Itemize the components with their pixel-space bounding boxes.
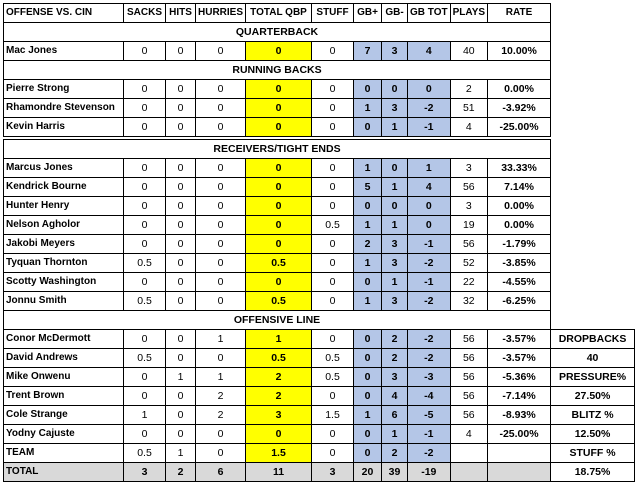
cell-gbm: 3 <box>382 292 408 311</box>
cell-hurries: 0 <box>196 425 246 444</box>
cell-hits: 0 <box>166 42 196 61</box>
cell-gbp: 0 <box>354 425 382 444</box>
cell-qbp: 0 <box>246 118 312 137</box>
cell-rate: -3.57% <box>488 330 551 349</box>
cell-plays: 2 <box>450 80 487 99</box>
cell-qbp: 0.5 <box>246 349 312 368</box>
section-title: RUNNING BACKS <box>4 61 551 80</box>
cell-sacks: 0 <box>124 159 166 178</box>
cell-gbm: 3 <box>382 235 408 254</box>
cell-gbp: 1 <box>354 159 382 178</box>
cell-rate: 7.14% <box>488 178 551 197</box>
cell-rate: -5.36% <box>488 368 551 387</box>
cell-sacks: 0 <box>124 425 166 444</box>
cell-gbm: 0 <box>382 159 408 178</box>
cell-hits: 0 <box>166 216 196 235</box>
cell-gbm: 1 <box>382 216 408 235</box>
side-stat-stuff-value: 18.75% <box>551 463 635 482</box>
player-name: TEAM <box>4 444 124 463</box>
side-stat-blitz-label: BLITZ % <box>551 406 635 425</box>
cell-rate: 0.00% <box>488 216 551 235</box>
table-body <box>4 23 635 482</box>
cell-stuff: 0.5 <box>312 349 354 368</box>
cell-sacks: 0 <box>124 80 166 99</box>
player-name: Rhamondre Stevenson <box>4 99 124 118</box>
cell-sacks: 0.5 <box>124 349 166 368</box>
cell-qbp: 0 <box>246 425 312 444</box>
cell-hurries: 0 <box>196 349 246 368</box>
player-name: Yodny Cajuste <box>4 425 124 444</box>
cell-plays: 19 <box>450 216 487 235</box>
cell-gbt: -2 <box>408 292 451 311</box>
table-row <box>4 330 635 349</box>
side-blank <box>551 42 635 61</box>
cell-hits: 0 <box>166 159 196 178</box>
cell-qbp: 3 <box>246 406 312 425</box>
cell-gbp: 7 <box>354 42 382 61</box>
side-blank <box>551 273 635 292</box>
cell-rate <box>488 444 551 463</box>
cell-plays: 3 <box>450 197 487 216</box>
player-name: Marcus Jones <box>4 159 124 178</box>
section-title: RECEIVERS/TIGHT ENDS <box>4 140 551 159</box>
cell-plays: 52 <box>450 254 487 273</box>
cell-gbt: -1 <box>408 273 451 292</box>
cell-stuff: 0 <box>312 387 354 406</box>
header-stuff: STUFF <box>312 4 354 23</box>
cell-gbt: -3 <box>408 368 451 387</box>
cell-rate: 10.00% <box>488 42 551 61</box>
cell-gbm: 2 <box>382 330 408 349</box>
cell-gbp: 1 <box>354 254 382 273</box>
cell-hits: 2 <box>166 463 196 482</box>
cell-gbp: 1 <box>354 292 382 311</box>
side-header-blank <box>551 4 635 23</box>
cell-hits: 0 <box>166 99 196 118</box>
cell-plays <box>450 463 487 482</box>
cell-qbp: 0 <box>246 273 312 292</box>
cell-qbp: 11 <box>246 463 312 482</box>
cell-rate: -4.55% <box>488 273 551 292</box>
cell-plays: 3 <box>450 159 487 178</box>
cell-hurries: 6 <box>196 463 246 482</box>
cell-stuff: 0 <box>312 273 354 292</box>
cell-stuff: 0 <box>312 254 354 273</box>
section-row-wr <box>4 140 635 159</box>
cell-rate: -1.79% <box>488 235 551 254</box>
cell-hits: 0 <box>166 254 196 273</box>
cell-stuff: 0 <box>312 42 354 61</box>
cell-hurries: 0 <box>196 159 246 178</box>
player-name: Jakobi Meyers <box>4 235 124 254</box>
player-name: Scotty Washington <box>4 273 124 292</box>
cell-hits: 0 <box>166 425 196 444</box>
side-stat-pressure-value: 27.50% <box>551 387 635 406</box>
table-row <box>4 292 635 311</box>
cell-hurries: 2 <box>196 387 246 406</box>
cell-gbm: 39 <box>382 463 408 482</box>
side-blank <box>551 80 635 99</box>
pressure-stats-table <box>3 3 635 482</box>
cell-gbm: 2 <box>382 444 408 463</box>
player-name: Conor McDermott <box>4 330 124 349</box>
header-rate: RATE <box>488 4 551 23</box>
cell-hits: 0 <box>166 80 196 99</box>
table-row <box>4 216 635 235</box>
cell-hurries: 2 <box>196 406 246 425</box>
cell-hits: 0 <box>166 330 196 349</box>
cell-gbm: 3 <box>382 99 408 118</box>
cell-gbp: 0 <box>354 80 382 99</box>
cell-gbp: 1 <box>354 99 382 118</box>
cell-hurries: 1 <box>196 368 246 387</box>
header-total-qbp: TOTAL QBP <box>246 4 312 23</box>
table-row <box>4 425 635 444</box>
cell-gbt: -2 <box>408 330 451 349</box>
cell-rate: 0.00% <box>488 197 551 216</box>
header-gb-plus: GB+ <box>354 4 382 23</box>
side-stat-pressure-label: PRESSURE% <box>551 368 635 387</box>
table-row <box>4 99 635 118</box>
cell-gbt: -1 <box>408 118 451 137</box>
side-blank <box>551 140 635 159</box>
side-blank <box>551 254 635 273</box>
cell-hurries: 0 <box>196 216 246 235</box>
table-row <box>4 178 635 197</box>
cell-qbp: 0.5 <box>246 254 312 273</box>
cell-stuff: 3 <box>312 463 354 482</box>
cell-stuff: 0 <box>312 235 354 254</box>
cell-hits: 0 <box>166 292 196 311</box>
cell-qbp: 0 <box>246 197 312 216</box>
player-name: Trent Brown <box>4 387 124 406</box>
cell-stuff: 0 <box>312 330 354 349</box>
side-blank <box>551 159 635 178</box>
cell-hurries: 0 <box>196 99 246 118</box>
section-title: QUARTERBACK <box>4 23 551 42</box>
cell-rate: -8.93% <box>488 406 551 425</box>
cell-gbp: 2 <box>354 235 382 254</box>
side-blank <box>551 197 635 216</box>
cell-gbp: 0 <box>354 349 382 368</box>
cell-gbm: 2 <box>382 349 408 368</box>
player-name: TOTAL <box>4 463 124 482</box>
cell-qbp: 0 <box>246 99 312 118</box>
cell-gbp: 0 <box>354 444 382 463</box>
cell-qbp: 0.5 <box>246 292 312 311</box>
cell-plays: 56 <box>450 178 487 197</box>
cell-gbt: 0 <box>408 216 451 235</box>
cell-qbp: 0 <box>246 80 312 99</box>
side-stat-dropbacks-label: DROPBACKS <box>551 330 635 349</box>
cell-rate: -3.57% <box>488 349 551 368</box>
cell-plays: 56 <box>450 349 487 368</box>
cell-hurries: 0 <box>196 254 246 273</box>
cell-hurries: 0 <box>196 273 246 292</box>
header-sacks: SACKS <box>124 4 166 23</box>
cell-plays: 51 <box>450 99 487 118</box>
cell-gbt: 4 <box>408 42 451 61</box>
table-row <box>4 42 635 61</box>
table-row <box>4 273 635 292</box>
cell-sacks: 0 <box>124 197 166 216</box>
cell-rate <box>488 463 551 482</box>
cell-sacks: 0 <box>124 118 166 137</box>
cell-stuff: 0.5 <box>312 368 354 387</box>
cell-rate: -3.85% <box>488 254 551 273</box>
cell-rate: -25.00% <box>488 425 551 444</box>
cell-qbp: 2 <box>246 368 312 387</box>
table-row <box>4 197 635 216</box>
cell-sacks: 3 <box>124 463 166 482</box>
table-row <box>4 368 635 387</box>
cell-gbt: 1 <box>408 159 451 178</box>
section-row-qb <box>4 23 635 42</box>
cell-rate: -6.25% <box>488 292 551 311</box>
player-name: Tyquan Thornton <box>4 254 124 273</box>
cell-gbm: 1 <box>382 425 408 444</box>
cell-sacks: 0 <box>124 330 166 349</box>
cell-gbt: -19 <box>408 463 451 482</box>
side-blank <box>551 216 635 235</box>
cell-stuff: 0 <box>312 80 354 99</box>
cell-gbt: 4 <box>408 178 451 197</box>
cell-stuff: 0 <box>312 444 354 463</box>
cell-gbm: 0 <box>382 197 408 216</box>
cell-stuff: 0 <box>312 99 354 118</box>
cell-gbp: 1 <box>354 406 382 425</box>
side-stat-dropbacks-value: 40 <box>551 349 635 368</box>
cell-qbp: 1 <box>246 330 312 349</box>
cell-sacks: 0 <box>124 216 166 235</box>
cell-qbp: 0 <box>246 235 312 254</box>
section-row-ol <box>4 311 635 330</box>
cell-sacks: 1 <box>124 406 166 425</box>
header-hurries: HURRIES <box>196 4 246 23</box>
cell-sacks: 0 <box>124 273 166 292</box>
cell-gbm: 1 <box>382 178 408 197</box>
side-blank <box>551 292 635 311</box>
header-gb-minus: GB- <box>382 4 408 23</box>
player-name: Nelson Agholor <box>4 216 124 235</box>
cell-hits: 0 <box>166 118 196 137</box>
cell-sacks: 0 <box>124 368 166 387</box>
cell-gbm: 1 <box>382 273 408 292</box>
player-name: Jonnu Smith <box>4 292 124 311</box>
table-row <box>4 159 635 178</box>
cell-qbp: 1.5 <box>246 444 312 463</box>
cell-hits: 0 <box>166 273 196 292</box>
side-blank <box>551 23 635 42</box>
table-row <box>4 444 635 463</box>
table-row <box>4 349 635 368</box>
cell-plays <box>450 444 487 463</box>
cell-hurries: 0 <box>196 42 246 61</box>
player-name: David Andrews <box>4 349 124 368</box>
cell-plays: 56 <box>450 235 487 254</box>
cell-hurries: 0 <box>196 178 246 197</box>
cell-gbt: 0 <box>408 197 451 216</box>
cell-gbt: -4 <box>408 387 451 406</box>
header-hits: HITS <box>166 4 196 23</box>
cell-gbm: 3 <box>382 42 408 61</box>
header-name: OFFENSE VS. CIN <box>4 4 124 23</box>
cell-qbp: 0 <box>246 159 312 178</box>
cell-gbt: -2 <box>408 254 451 273</box>
player-name: Pierre Strong <box>4 80 124 99</box>
side-stat-blitz-value: 12.50% <box>551 425 635 444</box>
cell-qbp: 0 <box>246 216 312 235</box>
cell-hits: 0 <box>166 349 196 368</box>
cell-plays: 56 <box>450 368 487 387</box>
cell-gbt: -2 <box>408 349 451 368</box>
cell-hits: 0 <box>166 197 196 216</box>
cell-plays: 22 <box>450 273 487 292</box>
cell-gbp: 0 <box>354 330 382 349</box>
cell-rate: -25.00% <box>488 118 551 137</box>
cell-gbp: 5 <box>354 178 382 197</box>
cell-hurries: 0 <box>196 235 246 254</box>
cell-gbp: 0 <box>354 118 382 137</box>
player-name: Kevin Harris <box>4 118 124 137</box>
cell-stuff: 0 <box>312 292 354 311</box>
cell-qbp: 2 <box>246 387 312 406</box>
cell-gbp: 0 <box>354 197 382 216</box>
cell-sacks: 0 <box>124 235 166 254</box>
cell-plays: 32 <box>450 292 487 311</box>
cell-plays: 56 <box>450 406 487 425</box>
cell-gbm: 1 <box>382 118 408 137</box>
cell-rate: 33.33% <box>488 159 551 178</box>
side-blank <box>551 235 635 254</box>
cell-plays: 4 <box>450 118 487 137</box>
table-row <box>4 80 635 99</box>
side-blank <box>551 118 635 137</box>
section-title: OFFENSIVE LINE <box>4 311 551 330</box>
cell-hits: 0 <box>166 406 196 425</box>
cell-plays: 56 <box>450 387 487 406</box>
cell-gbm: 0 <box>382 80 408 99</box>
cell-hurries: 0 <box>196 80 246 99</box>
header-gb-tot: GB TOT <box>408 4 451 23</box>
side-blank <box>551 178 635 197</box>
cell-stuff: 0 <box>312 425 354 444</box>
table-row <box>4 387 635 406</box>
cell-hurries: 0 <box>196 118 246 137</box>
cell-gbt: 0 <box>408 80 451 99</box>
cell-hits: 1 <box>166 368 196 387</box>
cell-gbt: -1 <box>408 425 451 444</box>
cell-hurries: 0 <box>196 292 246 311</box>
cell-plays: 40 <box>450 42 487 61</box>
cell-gbm: 3 <box>382 368 408 387</box>
cell-gbt: -2 <box>408 444 451 463</box>
cell-gbp: 0 <box>354 368 382 387</box>
cell-sacks: 0.5 <box>124 254 166 273</box>
cell-plays: 4 <box>450 425 487 444</box>
cell-stuff: 0 <box>312 178 354 197</box>
cell-sacks: 0.5 <box>124 292 166 311</box>
cell-rate: -3.92% <box>488 99 551 118</box>
cell-rate: 0.00% <box>488 80 551 99</box>
table-row <box>4 254 635 273</box>
cell-gbt: -5 <box>408 406 451 425</box>
side-blank <box>551 99 635 118</box>
cell-qbp: 0 <box>246 42 312 61</box>
player-name: Hunter Henry <box>4 197 124 216</box>
cell-stuff: 0 <box>312 159 354 178</box>
cell-gbm: 4 <box>382 387 408 406</box>
cell-hurries: 0 <box>196 197 246 216</box>
cell-hits: 1 <box>166 444 196 463</box>
cell-hurries: 1 <box>196 330 246 349</box>
cell-gbt: -1 <box>408 235 451 254</box>
table-row <box>4 406 635 425</box>
section-row-rb <box>4 61 635 80</box>
cell-hits: 0 <box>166 235 196 254</box>
cell-gbm: 3 <box>382 254 408 273</box>
side-stat-stuff-label: STUFF % <box>551 444 635 463</box>
cell-gbp: 0 <box>354 387 382 406</box>
player-name: Kendrick Bourne <box>4 178 124 197</box>
cell-stuff: 0.5 <box>312 216 354 235</box>
cell-rate: -7.14% <box>488 387 551 406</box>
cell-gbp: 1 <box>354 216 382 235</box>
cell-sacks: 0.5 <box>124 444 166 463</box>
cell-stuff: 0 <box>312 197 354 216</box>
cell-gbp: 20 <box>354 463 382 482</box>
cell-gbp: 0 <box>354 273 382 292</box>
cell-hits: 0 <box>166 178 196 197</box>
cell-stuff: 1.5 <box>312 406 354 425</box>
cell-sacks: 0 <box>124 178 166 197</box>
cell-sacks: 0 <box>124 42 166 61</box>
cell-gbm: 6 <box>382 406 408 425</box>
side-blank <box>551 61 635 80</box>
cell-qbp: 0 <box>246 178 312 197</box>
cell-hits: 0 <box>166 387 196 406</box>
player-name: Mac Jones <box>4 42 124 61</box>
cell-sacks: 0 <box>124 99 166 118</box>
cell-plays: 56 <box>450 330 487 349</box>
player-name: Cole Strange <box>4 406 124 425</box>
header-row <box>4 4 635 23</box>
side-blank <box>551 311 635 330</box>
table-row <box>4 235 635 254</box>
cell-sacks: 0 <box>124 387 166 406</box>
cell-hurries: 0 <box>196 444 246 463</box>
player-name: Mike Onwenu <box>4 368 124 387</box>
table-row <box>4 118 635 137</box>
cell-stuff: 0 <box>312 118 354 137</box>
cell-gbt: -2 <box>408 99 451 118</box>
header-plays: PLAYS <box>450 4 487 23</box>
total-row <box>4 463 635 482</box>
